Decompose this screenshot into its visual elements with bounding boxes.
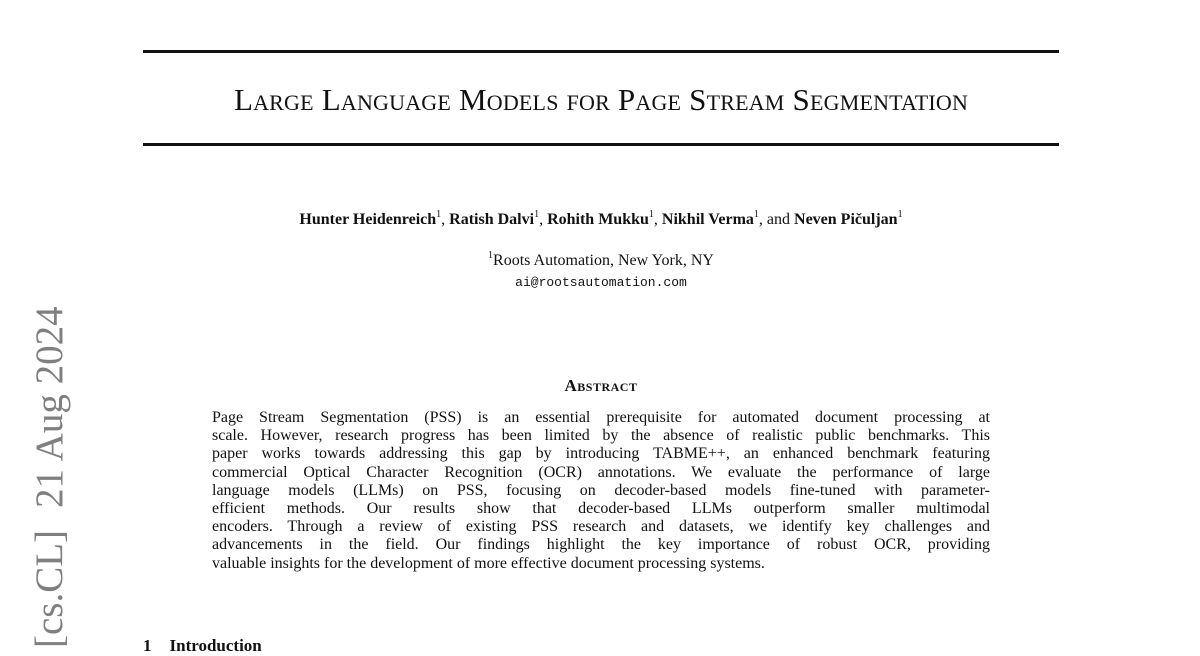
author-separator: , — [653, 211, 662, 228]
author-affiliation-marker: 1 — [534, 209, 540, 220]
author-name: Ratish Dalvi — [449, 211, 535, 228]
abstract-line: Page Stream Segmentation (PSS) is an essential prerequisite for automated document processing at — [212, 409, 990, 426]
author-affiliation-marker: 1 — [753, 209, 759, 220]
section-heading — [143, 636, 262, 656]
section-number: 1 — [143, 636, 152, 655]
section-title: Introduction — [169, 636, 262, 655]
affiliation-text: Roots Automation, New York, NY — [493, 252, 714, 269]
abstract-line: advancements in the field. Our findings highlight the key importance of robust OCR, providing — [212, 536, 990, 554]
author-name: Nikhil Verma — [661, 211, 754, 228]
author-list — [143, 211, 1059, 229]
title-rule-top — [143, 50, 1059, 53]
arxiv-stamp — [30, 306, 69, 648]
author-name: Neven Pičuljan — [794, 211, 898, 228]
abstract-line: language models (LLMs) on PSS, focusing on decoder-based models fine-tuned with parameter- — [212, 481, 990, 499]
abstract-heading: Abstract — [564, 376, 638, 395]
author-name: Rohith Mukku — [547, 211, 649, 228]
affiliation-marker: 1 — [488, 250, 494, 261]
title-rule-bottom — [143, 143, 1059, 146]
author-separator: , — [441, 211, 450, 228]
author-affiliation-marker: 1 — [436, 209, 442, 220]
abstract-line: commercial Optical Character Recognition (OCR) annotations. We evaluate the performance of large — [212, 463, 990, 481]
abstract-line: valuable insights for the development of more effective document processing systems. — [212, 554, 765, 572]
author-separator: , — [539, 211, 548, 228]
abstract-body — [212, 409, 990, 573]
arxiv-date: 21 Aug 2024 — [28, 306, 71, 508]
author-and: , and — [758, 211, 795, 228]
abstract-line: paper works towards addressing this gap by introducing TABME++, an enhanced benchmark featuring — [212, 445, 990, 463]
contact-email: ai@rootsautomation.com — [515, 275, 687, 290]
arxiv-category: [cs.CL] — [28, 529, 71, 648]
abstract-line: scale. However, research progress has been limited by the absence of realistic public benchmarks. This — [212, 427, 990, 445]
author-affiliation-marker: 1 — [897, 209, 903, 220]
author-name: Hunter Heidenreich — [299, 211, 437, 228]
abstract-line: encoders. Through a review of existing PSS research and datasets, we identify key challenges and — [212, 518, 990, 536]
author-affiliation-marker: 1 — [648, 209, 654, 220]
abstract-line: efficient methods. Our results show that decoder-based LLMs outperform smaller multimodal — [212, 500, 990, 518]
paper-title: Large Language Models for Page Stream Segmentation — [233, 82, 969, 117]
affiliation — [143, 252, 1059, 270]
